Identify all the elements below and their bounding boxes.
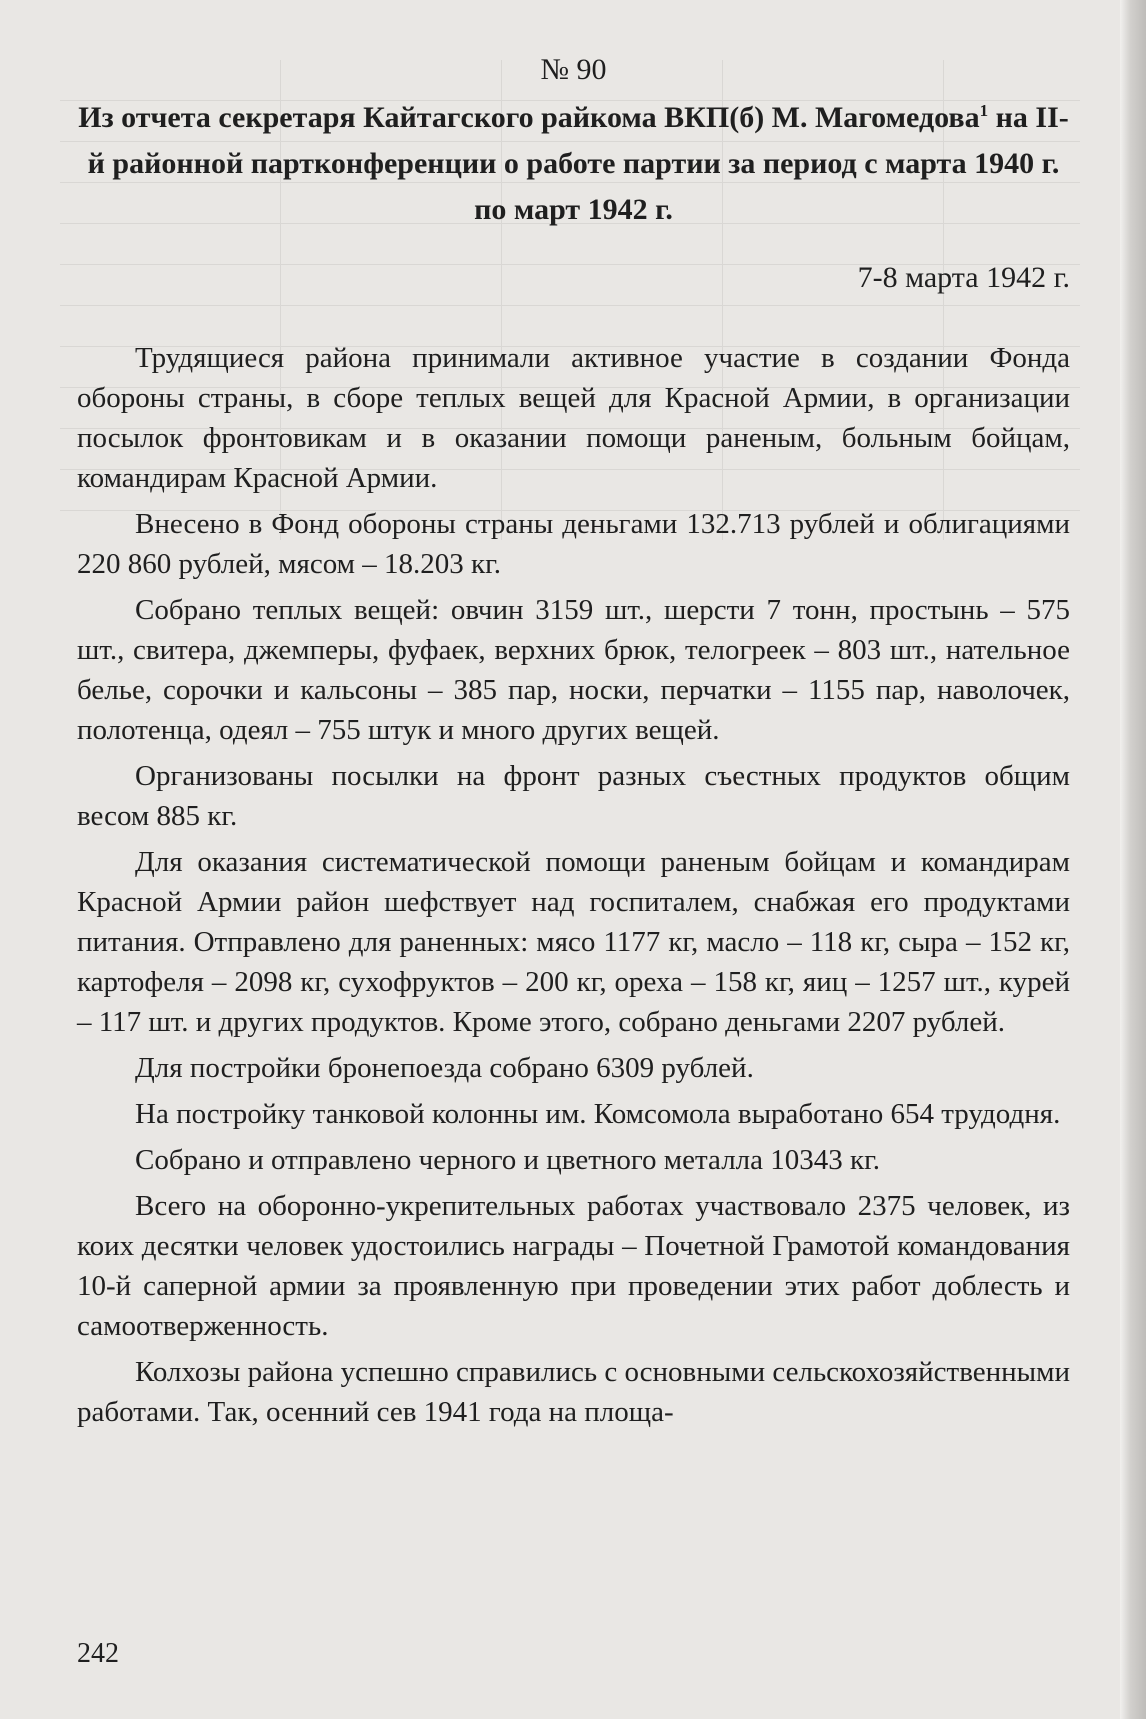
paragraph: Всего на оборонно-укрепительных работах участвовало 2375 человек, из коих десятки человек удостоились награды – Почетной Грамотой командования 10-й саперной армии за проявленную при проведении этих работ доблесть и самоотверженность. bbox=[77, 1190, 1070, 1342]
document-title-main: Из отчета секретаря Кайтагского райкома ВКП(б) М. Магомедова bbox=[78, 101, 980, 134]
footnote-marker: 1 bbox=[979, 101, 989, 120]
document-title-rest: на II-й районной партконференции о работе партии за период с марта 1940 г. по март 1942 г. bbox=[87, 101, 1069, 226]
document-date: 7-8 марта 1942 г. bbox=[857, 261, 1070, 294]
document-title bbox=[77, 95, 1070, 233]
paragraph: Внесено в Фонд обороны страны деньгами 132.713 рублей и облигациями 220 860 рублей, мясом – 18.203 кг. bbox=[77, 508, 1070, 580]
paragraph: Колхозы района успешно справились с основными сельскохозяйственными работами. Так, осенний сев 1941 года на площа- bbox=[77, 1356, 1070, 1428]
document-body bbox=[77, 338, 1070, 1438]
paragraph: На постройку танковой колонны им. Комсомола выработано 654 трудодня. bbox=[135, 1098, 1061, 1130]
paragraph: Трудящиеся района принимали активное участие в создании Фонда обороны страны, в сборе теплых вещей для Красной Армии, в организации посылок фронтовикам и в оказании помощи раненым, больным бойцам, командирам Красной Армии. bbox=[77, 342, 1070, 494]
paragraph: Для постройки бронепоезда собрано 6309 рублей. bbox=[135, 1052, 754, 1084]
paragraph: Собрано и отправлено черного и цветного металла 10343 кг. bbox=[135, 1144, 880, 1176]
paragraph: Для оказания систематической помощи раненым бойцам и командирам Красной Армии район шефствует над госпиталем, снабжая его продуктами питания. Отправлено для раненных: мясо 1177 кг, масло – 118 кг, сыра – 152 кг, картофеля – 2098 кг, сухофруктов – 200 кг, ореха – 158 кг, яиц – 1257 шт., курей – 117 шт. и других продуктов. Кроме этого, собрано деньгами 2207 рублей. bbox=[77, 846, 1070, 1038]
paragraph: Собрано теплых вещей: овчин 3159 шт., шерсти 7 тонн, простынь – 575 шт., свитера, джемперы, фуфаек, верхних брюк, телогреек – 803 шт., нательное белье, сорочки и кальсоны – 385 пар, носки, перчатки – 1155 пар, наволочек, полотенца, одеял – 755 штук и много других вещей. bbox=[77, 594, 1070, 746]
page-number: 242 bbox=[77, 1638, 119, 1669]
paragraph: Организованы посылки на фронт разных съестных продуктов общим весом 885 кг. bbox=[77, 760, 1070, 832]
page-edge-shadow bbox=[1120, 0, 1146, 1719]
document-number: № 90 bbox=[540, 53, 607, 86]
